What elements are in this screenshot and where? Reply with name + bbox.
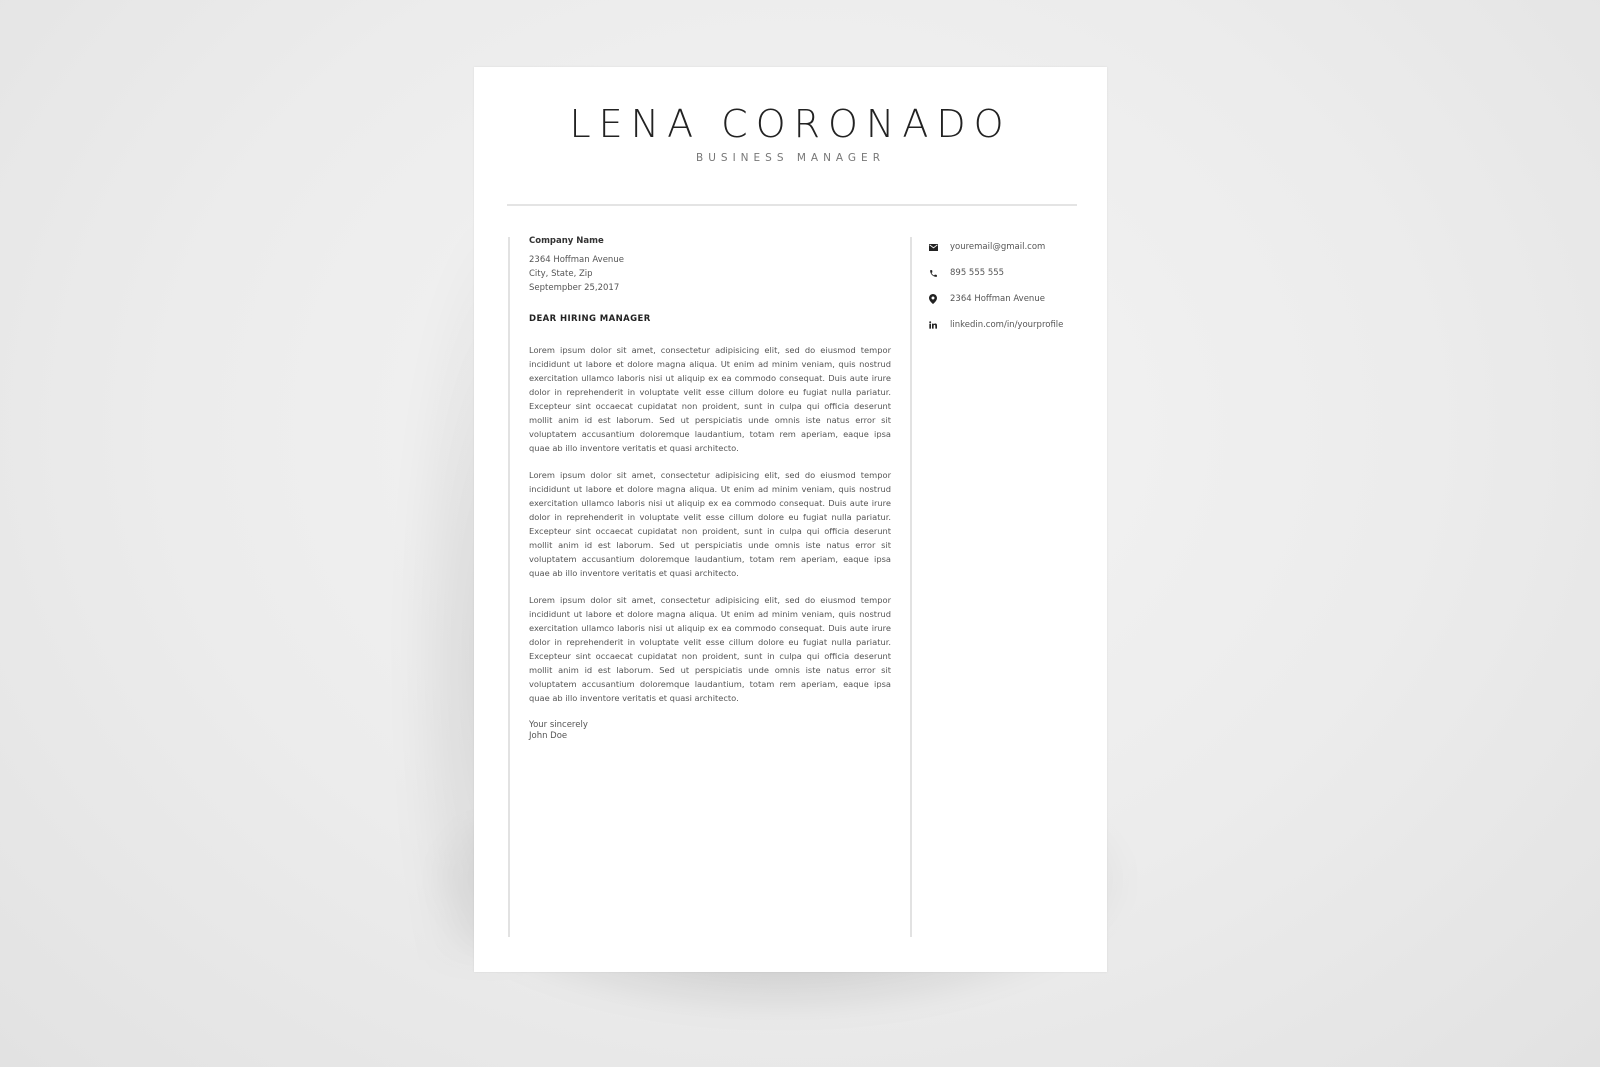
address-line: City, State, Zip [529,269,593,279]
candidate-name: LENA CORONADO [569,102,1012,146]
header-divider [507,204,1077,206]
contact-linkedin [929,312,1099,338]
phone-icon [929,269,947,278]
cover-letter [529,235,891,742]
contact-text: 2364 Hoffman Avenue [950,294,1045,304]
salutation: DEAR HIRING MANAGER [529,314,651,324]
contact-text[interactable]: youremail@gmail.com [950,242,1046,252]
mail-icon [929,244,947,251]
contact-list [929,234,1099,338]
contact-phone [929,260,1099,286]
location-pin-icon [929,294,947,304]
company-name: Company Name [529,236,604,246]
column-divider [910,237,912,937]
letter-closing [529,720,891,742]
contact-text: 895 555 555 [950,268,1005,278]
left-vertical-divider [508,237,510,937]
letter-paragraph: Lorem ipsum dolor sit amet, consectetur adipisicing elit, sed do eiusmod tempor incididunt ut labore et dolore magna aliqua. Ut enim ad minim veniam, quis nostrud exercitation ullamco laboris nisi ut aliquip ex ea commodo consequat. Duis aute irure dolor in reprehenderit in voluptate velit esse cillum dolore eu fugiat nulla pariatur. Excepteur sint occaecat cupidatat non proident, sunt in culpa qui officia deserunt mollit anim id est laborum. Sed ut perspiciatis unde omnis iste natus error sit voluptatem accusantium doloremque laudantium, totam rem aperiam, eaque ipsa quae ab illo inventore veritatis et quasi architecto. [529,345,891,453]
candidate-role: BUSINESS MANAGER [696,152,885,164]
signature-name: John Doe [529,731,568,741]
contact-address [929,286,1099,312]
closing-phrase: Your sincerely [529,720,588,730]
letter-date: Septempber 25,2017 [529,283,620,293]
letter-paragraph: Lorem ipsum dolor sit amet, consectetur adipisicing elit, sed do eiusmod tempor incididunt ut labore et dolore magna aliqua. Ut enim ad minim veniam, quis nostrud exercitation ullamco laboris nisi ut aliquip ex ea commodo consequat. Duis aute irure dolor in reprehenderit in voluptate velit esse cillum dolore eu fugiat nulla pariatur. Excepteur sint occaecat cupidatat non proident, sunt in culpa qui officia deserunt mollit anim id est laborum. Sed ut perspiciatis unde omnis iste natus error sit voluptatem accusantium doloremque laudantium, totam rem aperiam, eaque ipsa quae ab illo inventore veritatis et quasi architecto. [529,470,891,578]
letter-paragraph: Lorem ipsum dolor sit amet, consectetur adipisicing elit, sed do eiusmod tempor incididunt ut labore et dolore magna aliqua. Ut enim ad minim veniam, quis nostrud exercitation ullamco laboris nisi ut aliquip ex ea commodo consequat. Duis aute irure dolor in reprehenderit in voluptate velit esse cillum dolore eu fugiat nulla pariatur. Excepteur sint occaecat cupidatat non proident, sunt in culpa qui officia deserunt mollit anim id est laborum. Sed ut perspiciatis unde omnis iste natus error sit voluptatem accusantium doloremque laudantium, totam rem aperiam, eaque ipsa quae ab illo inventore veritatis et quasi architecto. [529,595,891,703]
contact-email [929,234,1099,260]
contact-text[interactable]: linkedin.com/in/yourprofile [950,320,1064,330]
resume-page [474,67,1107,972]
address-line: 2364 Hoffman Avenue [529,255,624,265]
linkedin-icon [929,321,947,329]
